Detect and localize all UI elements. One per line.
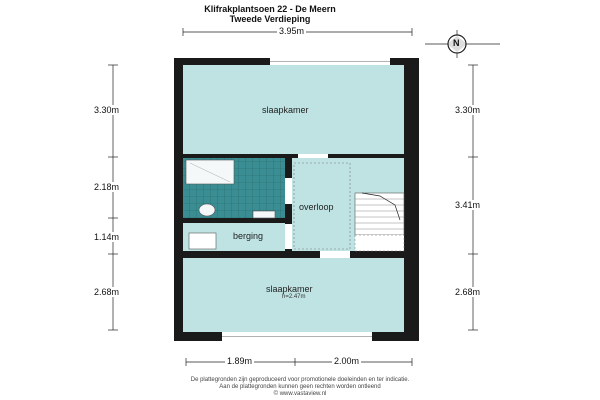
dim-left-2: 2.18m bbox=[94, 182, 120, 192]
door-bedroom-bottom bbox=[320, 251, 350, 258]
compass-letter: N bbox=[453, 38, 460, 48]
floor-title: Tweede Verdieping bbox=[229, 14, 311, 24]
door-storage bbox=[285, 224, 292, 249]
dim-left-3: 1.14m bbox=[94, 232, 120, 242]
dim-right-2: 3.41m bbox=[455, 200, 481, 210]
sink bbox=[253, 211, 275, 218]
dim-left-4: 2.68m bbox=[94, 287, 120, 297]
compass-icon bbox=[425, 30, 500, 58]
label-storage: berging bbox=[233, 231, 264, 241]
dim-left-1: 3.30m bbox=[94, 105, 120, 115]
dim-bottom-1: 1.89m bbox=[227, 356, 253, 366]
footer-line-2: Aan de plattegronden kunnen geen rechten worden ontleend bbox=[219, 384, 381, 390]
footer-line-1: De plattegronden zijn geproduceerd voor promotionele doeleinden en ter indicatie. bbox=[190, 377, 410, 383]
staircase bbox=[355, 193, 404, 251]
door-bathroom bbox=[285, 178, 292, 204]
window-top bbox=[270, 58, 390, 65]
door-bedroom-top bbox=[298, 154, 328, 158]
address-title: Klifrakplantsoen 22 - De Meern bbox=[204, 4, 336, 14]
dim-right-1: 3.30m bbox=[455, 105, 481, 115]
toilet bbox=[199, 204, 215, 216]
storage-appliance bbox=[189, 233, 216, 249]
label-bedroom-top: slaapkamer bbox=[262, 105, 309, 115]
label-ceiling-height: h=2.47m bbox=[282, 294, 306, 300]
window-bottom bbox=[222, 332, 372, 341]
dim-bottom-2: 2.00m bbox=[334, 356, 360, 366]
label-landing: overloop bbox=[299, 202, 334, 212]
label-bedroom-bottom: slaapkamer bbox=[266, 284, 313, 294]
dim-right-3: 2.68m bbox=[455, 287, 481, 297]
bottom-dimension-line bbox=[186, 358, 412, 366]
footer-line-3: © www.vastaview.nl bbox=[273, 391, 327, 397]
dim-top-width: 3.95m bbox=[279, 26, 305, 36]
